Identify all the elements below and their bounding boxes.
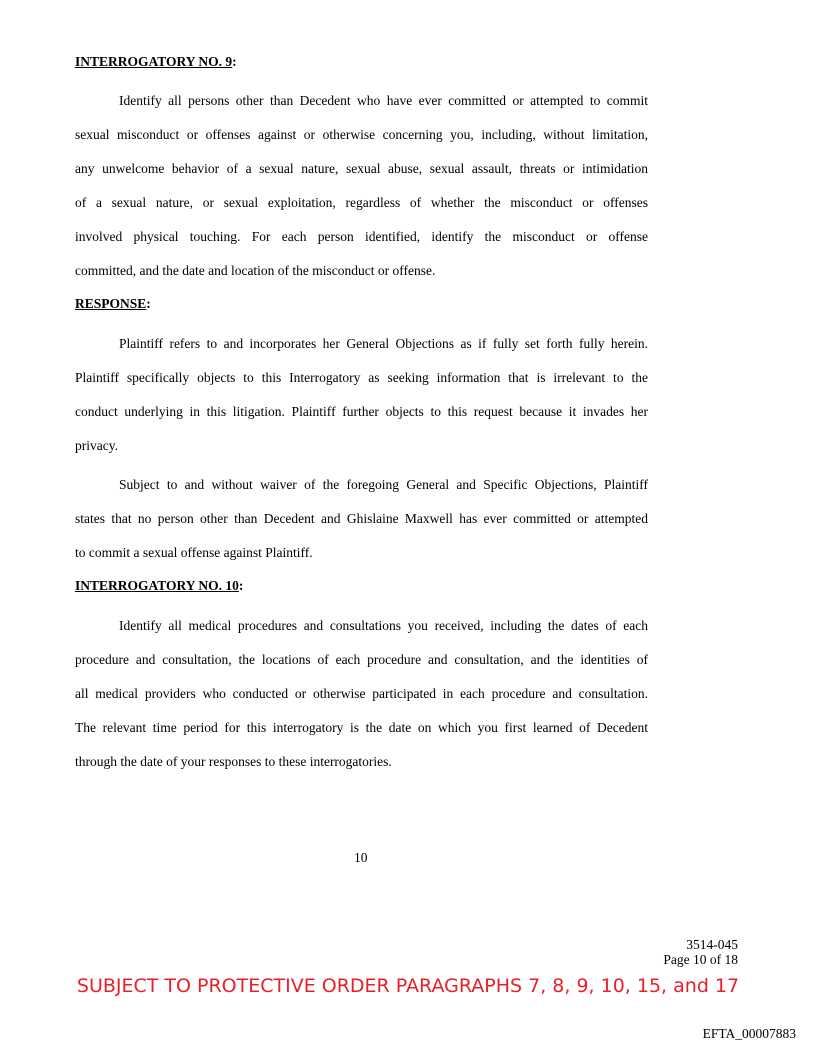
paragraph-line: sexual misconduct or offenses against or otherwise concerning you, including, without limitation, (75, 127, 648, 142)
interrogatory-9-heading: INTERROGATORY NO. 9: (75, 54, 237, 69)
response-heading: RESPONSE: (75, 296, 151, 311)
paragraph-line: all medical providers who conducted or otherwise participated in each procedure and consultation. (75, 686, 648, 701)
paragraph-line: of a sexual nature, or sexual exploitation, regardless of whether the misconduct or offenses (75, 195, 648, 210)
paragraph-line: procedure and consultation, the locations of each procedure and consultation, and the identities of (75, 652, 648, 667)
paragraph-line: to commit a sexual offense against Plaintiff. (75, 545, 313, 560)
paragraph-line: Identify all medical procedures and consultations you received, including the dates of each (119, 618, 648, 633)
paragraph-line: through the date of your responses to these interrogatories. (75, 754, 392, 769)
page-of-total: Page 10 of 18 (663, 952, 738, 967)
paragraph-line: Plaintiff refers to and incorporates her General Objections as if fully set forth fully herein. (119, 336, 648, 351)
paragraph-line: Identify all persons other than Decedent who have ever committed or attempted to commit (119, 93, 648, 108)
paragraph-line: involved physical touching. For each person identified, identify the misconduct or offense (75, 229, 648, 244)
doc-code: 3514-045 (686, 937, 738, 952)
interrogatory-10-heading: INTERROGATORY NO. 10: (75, 578, 244, 593)
paragraph-line: Subject to and without waiver of the foregoing General and Specific Objections, Plaintiff (119, 477, 648, 492)
paragraph-line: conduct underlying in this litigation. Plaintiff further objects to this request because it invades her (75, 404, 648, 419)
paragraph-line: committed, and the date and location of the misconduct or offense. (75, 263, 436, 278)
paragraph-line: any unwelcome behavior of a sexual nature, sexual abuse, sexual assault, threats or intimidation (75, 161, 648, 176)
paragraph-line: privacy. (75, 438, 118, 453)
page-number: 10 (354, 850, 368, 865)
protective-order-banner: SUBJECT TO PROTECTIVE ORDER PARAGRAPHS 7, 8, 9, 10, 15, and 17 (76, 975, 740, 997)
paragraph-line: Plaintiff specifically objects to this Interrogatory as seeking information that is irrelevant to the (75, 370, 648, 385)
paragraph-line: The relevant time period for this interrogatory is the date on which you first learned of Decedent (75, 720, 648, 735)
bates-number: EFTA_00007883 (702, 1026, 796, 1041)
paragraph-line: states that no person other than Decedent and Ghislaine Maxwell has ever committed or attempted (75, 511, 648, 526)
